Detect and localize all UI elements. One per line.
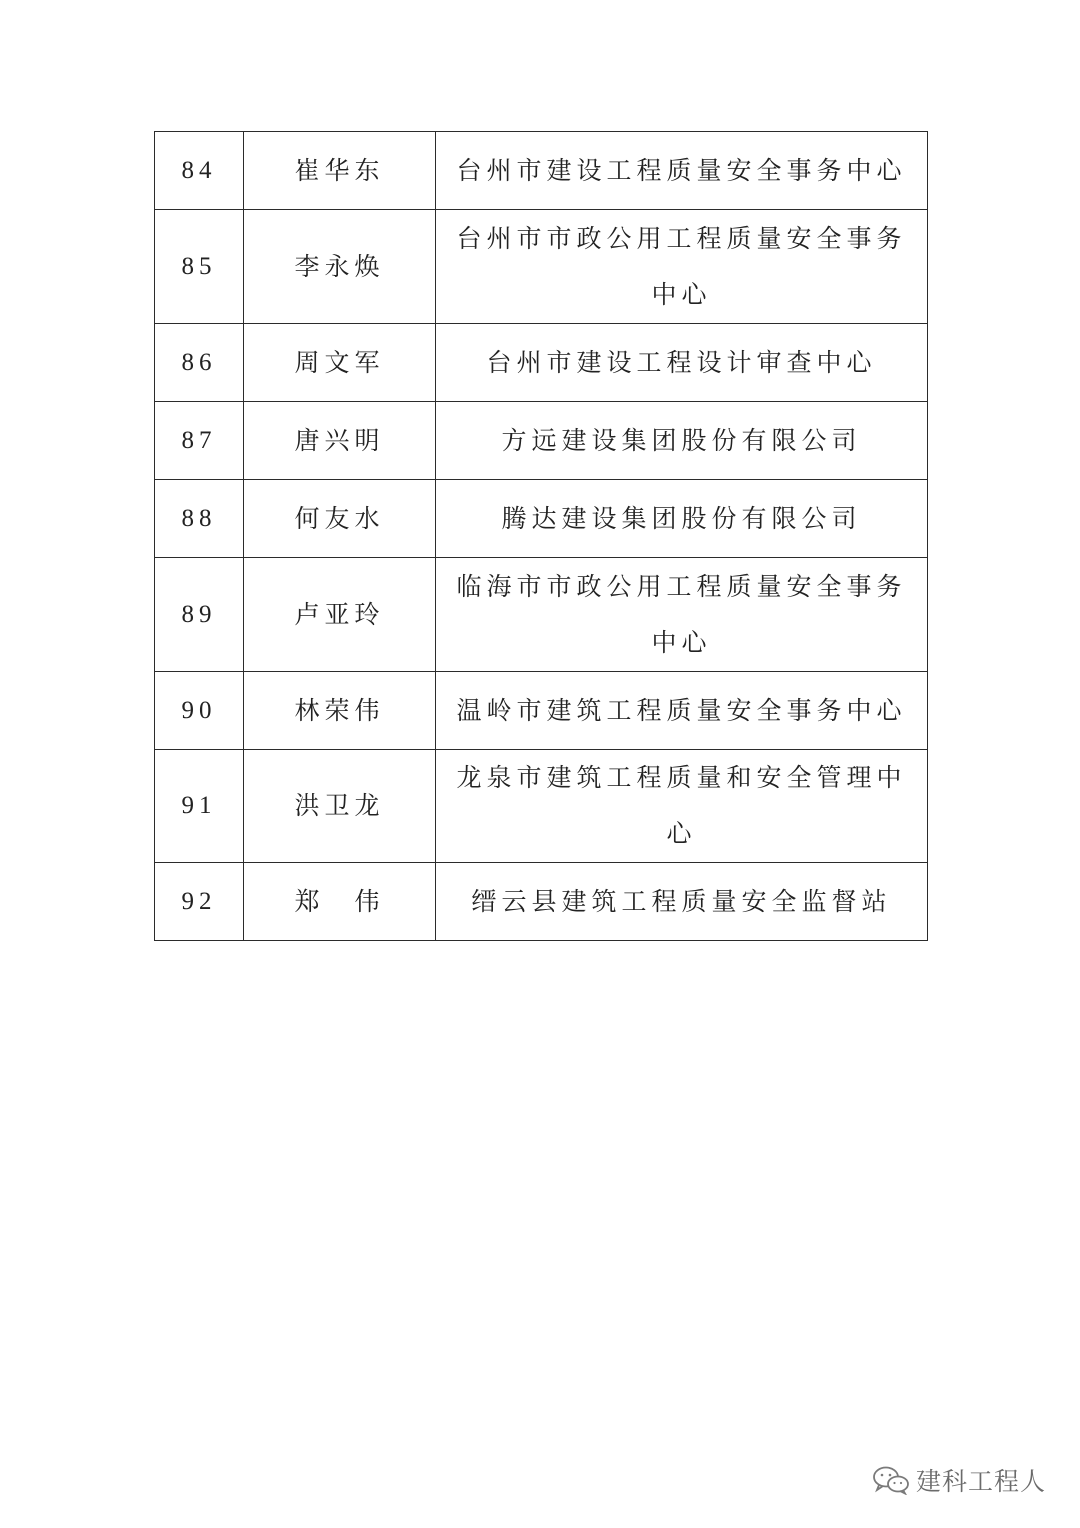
row-number: 88: [155, 480, 244, 558]
organization: 台州市建设工程设计审查中心: [436, 324, 928, 402]
person-name: 崔华东: [244, 132, 436, 210]
row-number: 91: [155, 750, 244, 863]
personnel-table: [154, 131, 928, 941]
person-name: 唐兴明: [244, 402, 436, 480]
person-name: 洪卫龙: [244, 750, 436, 863]
person-name: 林荣伟: [244, 672, 436, 750]
organization: 龙泉市建筑工程质量和安全管理中心: [436, 750, 928, 863]
wechat-icon: [872, 1465, 910, 1495]
organization: 缙云县建筑工程质量安全监督站: [436, 863, 928, 941]
person-name: 卢亚玲: [244, 558, 436, 672]
table-row: [155, 558, 928, 672]
row-number: 84: [155, 132, 244, 210]
person-name: 李永焕: [244, 210, 436, 324]
row-number: 86: [155, 324, 244, 402]
person-name: 何友水: [244, 480, 436, 558]
organization: 腾达建设集团股份有限公司: [436, 480, 928, 558]
watermark-text: 建科工程人: [915, 1467, 1046, 1496]
row-number: 85: [155, 210, 244, 324]
table-row: [155, 210, 928, 324]
row-number: 87: [155, 402, 244, 480]
organization: 台州市市政公用工程质量安全事务中心: [436, 210, 928, 324]
table-row: [155, 132, 928, 210]
person-name: 郑 伟: [244, 863, 436, 941]
person-name: 周文军: [244, 324, 436, 402]
watermark: [872, 1462, 1046, 1498]
row-number: 90: [155, 672, 244, 750]
organization: 临海市市政公用工程质量安全事务中心: [436, 558, 928, 672]
table-row: [155, 402, 928, 480]
organization: 方远建设集团股份有限公司: [436, 402, 928, 480]
row-number: 89: [155, 558, 244, 672]
organization: 温岭市建筑工程质量安全事务中心: [436, 672, 928, 750]
table-row: [155, 750, 928, 863]
table-row: [155, 480, 928, 558]
row-number: 92: [155, 863, 244, 941]
table-row: [155, 863, 928, 941]
table-row: [155, 324, 928, 402]
table-body: [155, 132, 928, 941]
organization: 台州市建设工程质量安全事务中心: [436, 132, 928, 210]
table-row: [155, 672, 928, 750]
